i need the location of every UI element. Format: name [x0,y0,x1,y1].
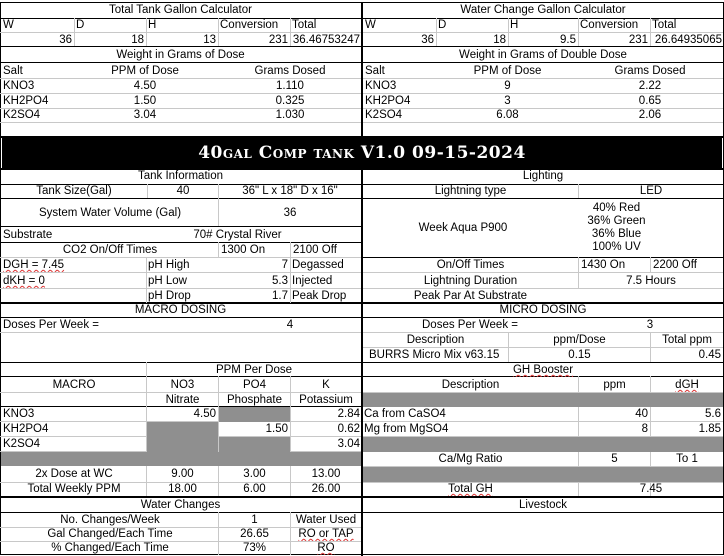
macro-weekly-label: Total Weekly PPM [27,483,121,495]
water-used-label: Water Used [295,514,357,526]
macro-kh2po4-k: 0.62 [337,423,360,435]
system-volume-label: System Water Volume (Gal) [38,207,182,219]
total-gh-text: Total GH [448,483,493,495]
macro-col-potassium: Potassium [299,394,353,406]
tank-calc-header-conversion: Conversion [220,19,279,31]
peak-par-label: Peak Par At Substrate [413,290,528,302]
gh-ca-ppm[interactable]: 40 [635,408,648,420]
no3-empty-cells [147,422,218,452]
double-dose-header-ppm: PPM of Dose [473,65,542,77]
double-dose-grams-2: 0.65 [638,95,662,107]
spectrum-green: 36% Green [587,215,646,227]
gh-header-ppm: ppm [603,379,626,391]
water-used-value[interactable] [291,527,361,541]
dose-weight-header-salt: Salt [3,65,23,77]
macro-col-po4: PO4 [242,379,266,391]
dose-weight-title: Weight in Grams of Dose [116,49,245,61]
dose-weight-salt-1: KNO3 [3,80,35,92]
ph-high-value[interactable]: 7 [281,259,288,271]
ph-high-note: Degassed [292,259,344,271]
micro-doses-value[interactable]: 3 [646,319,654,331]
tank-info-title: Tank Information [137,170,223,182]
ca-mg-ratio-label: Ca/Mg Ratio [438,453,503,465]
micro-title: MICRO DOSING [499,304,587,316]
changes-per-week-label: No. Changes/Week [60,514,160,526]
wc-calc-h[interactable]: 9.5 [560,34,576,46]
double-dose-title: Weight in Grams of Double Dose [459,49,627,61]
macro-column-label: MACRO [52,379,96,391]
wc-calc-header-conversion: Conversion [580,19,639,31]
lighting-title: Lighting [522,170,564,182]
macro-title: MACRO DOSING [134,304,227,316]
gh-spacer-row-2 [363,437,723,452]
light-duration-value: 7.5 Hours [626,275,676,287]
ca-mg-ratio-value: 5 [611,453,618,465]
substrate-label: Substrate [3,229,53,241]
macro-kh2po4-po4: 1.50 [265,423,288,435]
co2-off-time[interactable]: 2100 Off [293,244,337,256]
gal-changed-value: 26.65 [240,528,269,540]
double-dose-grams-3: 2.06 [638,109,662,121]
double-dose-grams-1: 2.22 [638,80,662,92]
tank-calc-h[interactable]: 13 [203,34,216,46]
tank-banner: 40gal Comp tank V1.0 09-15-2024 [2,138,722,168]
gh-spacer-row-1 [363,393,723,407]
macro-wc-no3: 9.00 [171,468,194,480]
macro-col-phosphate: Phosphate [227,394,282,406]
gh-header-dgh-text: dGH [675,379,699,391]
macro-row-k2so4: K2SO4 [3,438,41,450]
pct-water-used[interactable] [291,541,361,555]
tank-calc-d[interactable]: 18 [131,34,144,46]
double-dose-header-salt: Salt [365,65,385,77]
ph-high-label: pH High [148,259,190,271]
macro-wc-label: 2x Dose at WC [35,468,113,480]
gh-mg-dgh: 1.85 [698,423,721,435]
tank-dimensions[interactable]: 36" L x 18" D x 16" [242,185,338,197]
po4-empty-cell-1 [219,407,290,422]
macro-weekly-k: 26.00 [311,483,341,495]
tank-size-value[interactable]: 40 [176,185,190,197]
micro-doses-label: Doses Per Week = [422,319,518,331]
tank-calc-conversion[interactable]: 231 [268,34,288,46]
macro-kno3-k: 2.84 [337,408,360,420]
co2-label: CO2 On/Off Times [62,244,158,256]
macro-doses-value[interactable]: 4 [286,319,294,331]
light-fixture[interactable]: Week Aqua P900 [418,222,508,234]
macro-weekly-po4: 6.00 [243,483,266,495]
tank-calc-total: 36.46753247 [292,34,360,46]
macro-spacer-row [1,452,361,466]
macro-k2so4-k: 3.04 [337,438,360,450]
lighting-type-label: Lightning type [434,185,507,197]
tank-size-label: Tank Size(Gal) [36,185,112,197]
double-dose-ppm-2: 3 [504,95,511,107]
macro-col-k: K [322,379,330,391]
double-dose-salt-2: KH2PO4 [365,95,411,107]
co2-on-time[interactable]: 1300 On [221,244,266,256]
macro-wc-po4: 3.00 [243,468,266,480]
substrate-value[interactable]: 70# Crystal River [193,229,282,241]
pct-water-used-text: RO [317,542,335,554]
micro-product[interactable]: BURRS Micro Mix v63.15 [369,349,500,361]
gh-header-description: Description [441,379,500,391]
wc-calc-header-h: H [510,19,519,31]
dose-weight-ppm-2[interactable]: 1.50 [133,95,157,107]
wc-calc-d[interactable]: 18 [493,34,506,46]
macro-kno3-no3: 4.50 [193,408,216,420]
water-used-text: RO or TAP [298,528,354,540]
wc-calc-w[interactable]: 36 [421,34,434,46]
micro-header-description: Description [406,334,465,346]
tank-calc-header-h: H [148,19,157,31]
tank-calc-w[interactable]: 36 [59,34,72,46]
tank-calc-title: Total Tank Gallon Calculator [109,4,252,16]
tank-calc-header-w: W [3,19,14,31]
dose-weight-header-ppm: PPM of Dose [111,65,179,77]
dose-weight-ppm-1[interactable]: 4.50 [133,80,157,92]
ph-low-note: Injected [292,275,333,287]
dose-weight-header-grams: Grams Dosed [254,65,326,77]
light-onoff-label: On/Off Times [436,259,505,271]
gh-mg-ppm[interactable]: 8 [641,423,648,435]
gh-title-text: GH Booster [512,364,574,376]
dgh-text: DGH = 7.45 [3,259,65,271]
wc-calc-header-total: Total [652,19,677,31]
light-off-time[interactable]: 2200 Off [653,259,697,271]
spectrum-uv: 100% UV [592,241,641,253]
wc-calc-title: Water Change Gallon Calculator [460,4,626,16]
macro-row-kh2po4: KH2PO4 [3,423,49,435]
water-changes-title: Water Changes [140,499,221,511]
macro-row-kno3: KNO3 [3,408,35,420]
double-dose-ppm-3: 6.08 [496,109,519,121]
macro-col-nitrate: Nitrate [165,394,200,406]
macro-wc-k: 13.00 [311,468,341,480]
dose-weight-grams-1: 1.110 [276,80,304,92]
dgh-note [3,258,143,272]
wc-calc-header-d: D [438,19,447,31]
dose-weight-grams-2: 0.325 [275,95,305,107]
gal-changed-label: Gal Changed/Each Time [47,528,173,540]
micro-header-total: Total ppm [662,334,712,346]
ph-drop-note: Peak Drop [292,290,347,302]
double-dose-ppm-1: 9 [504,80,511,92]
total-gh-label [363,482,578,496]
dose-weight-ppm-3[interactable]: 3.04 [133,109,157,121]
spectrum-blue: 36% Blue [591,228,642,240]
wc-calc-total: 26.64935065 [654,34,722,46]
light-duration-label: Lightning Duration [423,275,518,287]
livestock-title: Livestock [519,499,567,511]
macro-weekly-no3: 18.00 [168,483,197,495]
dkh-text: dKH = 0 [3,275,45,287]
gh-spacer-row-3 [363,467,723,482]
dose-weight-salt-3: K2SO4 [3,109,41,121]
micro-header-ppm: ppm/Dose [553,334,606,346]
macro-doses-label: Doses Per Week = [3,319,99,331]
ph-drop-value: 1.7 [272,290,288,302]
double-dose-salt-1: KNO3 [365,80,397,92]
double-dose-header-grams: Grams Dosed [614,65,686,77]
gh-row-mg: Mg from MgSO4 [364,423,449,435]
po4-empty-cell-2 [219,437,290,452]
gh-title [363,363,723,377]
total-gh-value: 7.45 [639,483,663,495]
dose-weight-grams-3: 1.030 [275,109,305,121]
macro-col-no3: NO3 [170,379,195,391]
ph-low-label: pH Low [148,275,187,287]
system-volume-value[interactable]: 36 [283,207,297,219]
tank-calc-header-d: D [76,19,85,31]
micro-ppm-dose[interactable]: 0.15 [568,349,591,361]
pct-changed-value: 73% [242,542,267,554]
tank-calc-header-total: Total [292,19,317,31]
pct-changed-label: % Changed/Each Time [51,542,169,554]
changes-per-week-value[interactable]: 1 [251,514,258,526]
ca-mg-ratio-suffix: To 1 [676,453,698,465]
double-dose-salt-3: K2SO4 [365,109,403,121]
light-on-time[interactable]: 1430 On [581,259,626,271]
ph-low-value[interactable]: 5.3 [272,275,288,287]
spectrum-red: 40% Red [592,202,641,214]
macro-ppm-header: PPM Per Dose [215,364,293,376]
micro-total-ppm: 0.45 [698,349,721,361]
dkh-note [3,274,143,288]
dose-weight-salt-2: KH2PO4 [3,95,49,107]
gh-row-ca: Ca from CaSO4 [364,408,446,420]
gh-ca-dgh: 5.6 [705,408,721,420]
wc-calc-header-w: W [365,19,376,31]
lighting-type-value[interactable]: LED [639,185,663,197]
ph-drop-label: pH Drop [148,290,191,302]
wc-calc-conversion[interactable]: 231 [628,34,648,46]
gh-header-dgh [651,378,723,392]
